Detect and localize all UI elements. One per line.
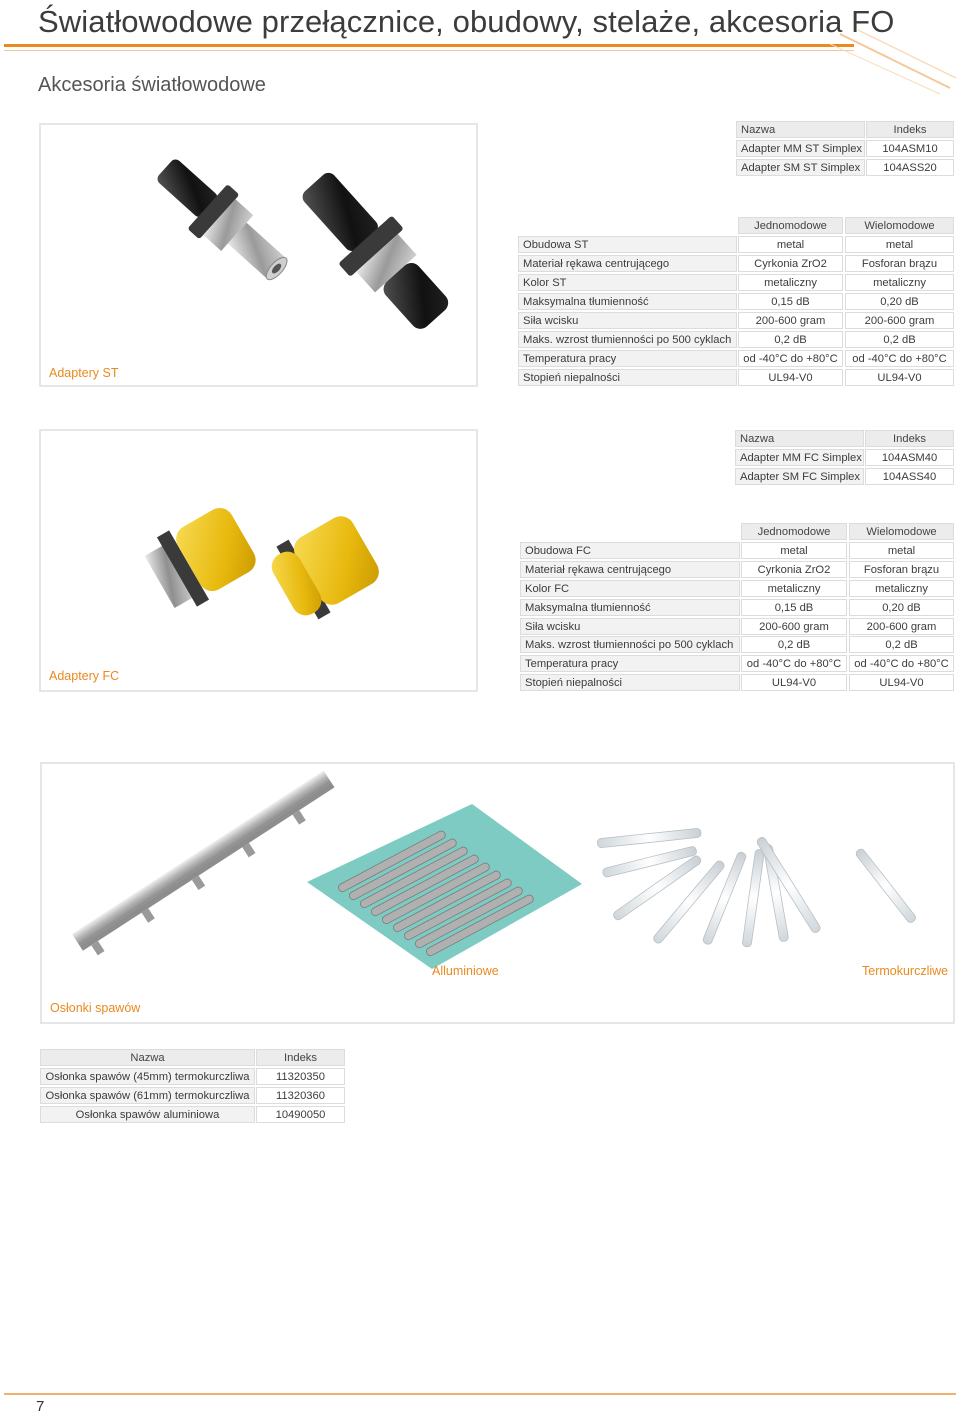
table-row-index: 11320350 (256, 1068, 345, 1085)
spec-label: Maks. wzrost tłumienności po 500 cyklach (520, 636, 740, 653)
spec-value: od -40°C do +80°C (845, 350, 954, 367)
footer-rule (4, 1393, 956, 1395)
spec-value: 0,20 dB (849, 599, 954, 616)
spec-value: UL94-V0 (738, 369, 843, 386)
table-row: Adapter MM FC Simplex (735, 449, 864, 466)
fc-specs-header-multi: Wielomodowe (849, 523, 954, 540)
st-products-header-name: Nazwa (736, 121, 865, 138)
spec-label: Stopień niepalności (518, 369, 737, 386)
spec-label: Maks. wzrost tłumienności po 500 cyklach (518, 331, 737, 348)
fc-section-label: Adaptery FC (49, 669, 120, 683)
fc-products-header-index: Indeks (865, 430, 954, 447)
spec-value: metaliczny (741, 580, 847, 597)
spec-label: Maksymalna tłumienność (520, 599, 740, 616)
table-row: Adapter SM FC Simplex (735, 468, 864, 485)
aluminium-sleeve-sheet-icon (307, 804, 582, 969)
spec-value: 200-600 gram (845, 312, 954, 329)
spec-value: Fosforan brązu (845, 255, 954, 272)
fc-adapter-illustration (41, 431, 476, 690)
splice-sleeves-illustration (42, 764, 953, 1022)
spec-value: UL94-V0 (845, 369, 954, 386)
spec-label: Obudowa ST (518, 236, 737, 253)
splice-products-header-index: Indeks (256, 1049, 345, 1066)
spec-label: Temperatura pracy (520, 655, 740, 672)
spec-label: Temperatura pracy (518, 350, 737, 367)
spec-label: Siła wcisku (518, 312, 737, 329)
title-rule-thin (4, 50, 854, 51)
spec-value: 200-600 gram (849, 618, 954, 635)
spec-value: UL94-V0 (741, 674, 847, 691)
spec-value: od -40°C do +80°C (741, 655, 847, 672)
spec-label: Kolor ST (518, 274, 737, 291)
spec-value: 200-600 gram (741, 618, 847, 635)
title-rule (4, 44, 854, 47)
splice-section-label: Osłonki spawów (50, 1001, 141, 1015)
aluminium-bar-icon (72, 771, 341, 961)
table-row-index: 10490050 (256, 1106, 345, 1123)
spec-value: 0,15 dB (741, 599, 847, 616)
spec-label: Materiał rękawa centrującego (518, 255, 737, 272)
table-row-index: 104ASS40 (865, 468, 954, 485)
spec-value: od -40°C do +80°C (738, 350, 843, 367)
st-section-label: Adaptery ST (49, 366, 119, 380)
fc-photo-box (39, 429, 478, 692)
splice-photo-box (40, 762, 955, 1024)
st-products-header-index: Indeks (866, 121, 954, 138)
fc-specs-header-single: Jednomodowe (741, 523, 847, 540)
spec-label: Obudowa FC (520, 542, 740, 559)
page-number: 7 (36, 1398, 45, 1415)
heat-shrink-label: Termokurczliwe (862, 964, 949, 978)
table-row: Osłonka spawów aluminiowa (40, 1106, 255, 1123)
spec-label: Kolor FC (520, 580, 740, 597)
spec-value: metal (738, 236, 843, 253)
st-adapter-illustration (41, 125, 476, 385)
table-row-index: 104ASM40 (865, 449, 954, 466)
spec-value: Cyrkonia ZrO2 (741, 561, 847, 578)
splice-products-header-name: Nazwa (40, 1049, 255, 1066)
spec-value: 0,2 dB (845, 331, 954, 348)
st-photo-box (39, 123, 478, 387)
spec-value: 200-600 gram (738, 312, 843, 329)
spec-value: UL94-V0 (849, 674, 954, 691)
spec-value: 0,2 dB (741, 636, 847, 653)
spec-value: 0,2 dB (849, 636, 954, 653)
section-subtitle: Akcesoria światłowodowe (38, 74, 266, 96)
spec-value: metal (849, 542, 954, 559)
table-row: Osłonka spawów (61mm) termokurczliwa (40, 1087, 255, 1104)
heat-shrink-sleeves-icon (597, 828, 917, 947)
spec-value: metal (845, 236, 954, 253)
spec-value: metaliczny (845, 274, 954, 291)
spec-label: Materiał rękawa centrującego (520, 561, 740, 578)
page-title: Światłowodowe przełącznice, obudowy, stelaże, akcesoria FO (38, 4, 895, 39)
spec-value: Fosforan brązu (849, 561, 954, 578)
spec-label: Siła wcisku (520, 618, 740, 635)
spec-value: metaliczny (849, 580, 954, 597)
decorative-swoosh-icon (830, 26, 960, 96)
spec-value: Cyrkonia ZrO2 (738, 255, 843, 272)
table-row: Adapter MM ST Simplex (736, 140, 865, 157)
spec-value: 0,15 dB (738, 293, 843, 310)
aluminium-label: Alluminiowe (432, 964, 499, 978)
st-specs-header-multi: Wielomodowe (845, 217, 954, 234)
spec-value: metaliczny (738, 274, 843, 291)
table-row-index: 104ASM10 (866, 140, 954, 157)
spec-value: 0,2 dB (738, 331, 843, 348)
fc-products-header-name: Nazwa (735, 430, 864, 447)
st-specs-header-single: Jednomodowe (738, 217, 843, 234)
spec-value: 0,20 dB (845, 293, 954, 310)
spec-value: od -40°C do +80°C (849, 655, 954, 672)
spec-label: Maksymalna tłumienność (518, 293, 737, 310)
table-row-index: 104ASS20 (866, 159, 954, 176)
spec-label: Stopień niepalności (520, 674, 740, 691)
table-row-index: 11320360 (256, 1087, 345, 1104)
table-row: Osłonka spawów (45mm) termokurczliwa (40, 1068, 255, 1085)
spec-value: metal (741, 542, 847, 559)
table-row: Adapter SM ST Simplex (736, 159, 865, 176)
